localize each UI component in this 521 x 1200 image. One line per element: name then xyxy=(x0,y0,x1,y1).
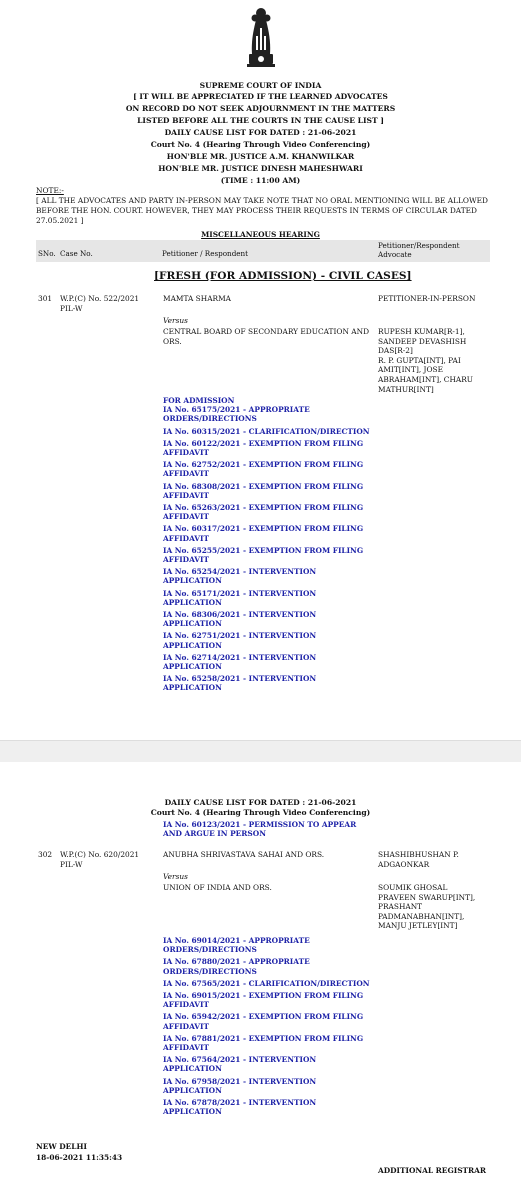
advocate-line: DAS[R-2] xyxy=(378,346,413,356)
ia-list xyxy=(163,936,383,1116)
petitioner-advocate xyxy=(378,850,459,869)
court-name: SUPREME COURT OF INDIA xyxy=(199,81,322,90)
footer-signatory: ADDITIONAL REGISTRAR xyxy=(378,1166,487,1175)
header-case-no: Case No. xyxy=(60,249,93,258)
ia-entry: AFFIDAVIT xyxy=(163,1021,209,1031)
respondent-name-1: CENTRAL BOARD OF SECONDARY EDUCATION AND xyxy=(163,327,370,336)
ia-entry: IA No. 67565/2021 - CLARIFICATION/DIRECTION xyxy=(163,978,370,988)
header-petitioner: Petitioner / Respondent xyxy=(162,249,249,258)
ia-entry: AND ARGUE IN PERSON xyxy=(163,829,266,839)
advocate-line: SHASHIBHUSHAN P. xyxy=(378,850,459,859)
page-break xyxy=(0,740,521,764)
page-2 xyxy=(0,762,521,1200)
case-number: W.P.(C) No. 522/2021 xyxy=(60,294,140,303)
header-advocate-1: Petitioner/Respondent xyxy=(378,241,460,250)
hearing-time: (TIME : 11:00 AM) xyxy=(220,176,301,185)
ia-entry: AFFIDAVIT xyxy=(163,1000,209,1010)
ia-entry: IA No. 65263/2021 - EXEMPTION FROM FILING xyxy=(163,503,364,513)
versus-label: Versus xyxy=(163,316,188,325)
advocate-line: ABRAHAM[INT], CHARU xyxy=(378,374,474,384)
case-type: PIL-W xyxy=(60,860,83,869)
ia-entry: AFFIDAVIT xyxy=(163,448,209,458)
ia-entry: IA No. 67881/2021 - EXEMPTION FROM FILING xyxy=(163,1033,364,1043)
header-sno: SNo. xyxy=(38,249,56,258)
petitioner-advocate: PETITIONER-IN-PERSON xyxy=(378,294,476,303)
case-category: [FRESH (FOR ADMISSION) - CIVIL CASES] xyxy=(154,270,412,282)
footer-datetime: 18-06-2021 11:35:43 xyxy=(36,1153,123,1162)
note-line-3: 27.05.2021 ] xyxy=(36,216,84,225)
versus-label: Versus xyxy=(163,872,188,881)
ia-entry: IA No. 67880/2021 - APPROPRIATE xyxy=(163,957,310,967)
header-advocate-2: Advocate xyxy=(378,250,412,259)
advocate-line: SANDEEP DEVASHISH xyxy=(378,336,467,346)
ia-entry: IA No. 65942/2021 - EXEMPTION FROM FILING xyxy=(163,1012,364,1022)
respondent-advocates xyxy=(378,327,508,394)
respondent-advocates xyxy=(378,883,508,931)
ia-entry: IA No. 60122/2021 - EXEMPTION FROM FILING xyxy=(163,438,364,448)
ia-entry: IA No. 67878/2021 - INTERVENTION xyxy=(163,1098,317,1108)
ia-entry: AFFIDAVIT xyxy=(163,1043,209,1053)
ia-entry: AFFIDAVIT xyxy=(163,490,209,500)
ia-entry: APPLICATION xyxy=(163,640,222,650)
ia-entry: APPLICATION xyxy=(163,662,222,672)
ia-entry: ORDERS/DIRECTIONS xyxy=(163,945,257,955)
ia-entry: IA No. 65171/2021 - INTERVENTION xyxy=(163,588,317,598)
ia-list xyxy=(163,396,383,693)
ia-entry: APPLICATION xyxy=(163,576,222,586)
judge-2: HON'BLE MR. JUSTICE DINESH MAHESHWARI xyxy=(158,164,363,173)
page2-court-number: Court No. 4 (Hearing Through Video Conferencing) xyxy=(150,808,371,817)
section-title: MISCELLANEOUS HEARING xyxy=(201,230,320,239)
advocate-line: PRASHANT xyxy=(378,902,423,912)
advocate-line: AMIT[INT], JOSE xyxy=(378,365,444,375)
ia-entry: IA No. 69014/2021 - APPROPRIATE xyxy=(163,936,310,945)
ia-entry: IA No. 60315/2021 - CLARIFICATION/DIRECTION xyxy=(163,426,370,436)
petitioner-name: ANUBHA SHRIVASTAVA SAHAI AND ORS. xyxy=(163,850,325,859)
ia-entry: IA No. 68306/2021 - INTERVENTION xyxy=(163,610,317,620)
ia-entry: APPLICATION xyxy=(163,1107,222,1117)
ia-entry: ORDERS/DIRECTIONS xyxy=(163,966,257,976)
ia-entry: IA No. 60317/2021 - EXEMPTION FROM FILING xyxy=(163,524,364,534)
national-emblem-icon xyxy=(246,6,276,72)
ia-entry: IA No. 68308/2021 - EXEMPTION FROM FILING xyxy=(163,481,364,491)
advocate-line: MATHUR[INT] xyxy=(378,384,434,394)
ia-entry: APPLICATION xyxy=(163,597,222,607)
ia-entry: IA No. 65175/2021 - APPROPRIATE xyxy=(163,405,310,415)
ia-entry: IA No. 65254/2021 - INTERVENTION xyxy=(163,567,317,577)
judge-1: HON'BLE MR. JUSTICE A.M. KHANWILKAR xyxy=(166,152,355,161)
ia-entry: IA No. 65255/2021 - EXEMPTION FROM FILING xyxy=(163,545,364,555)
case-number: W.P.(C) No. 620/2021 xyxy=(60,850,140,859)
ia-entry: IA No. 62752/2021 - EXEMPTION FROM FILING xyxy=(163,460,364,470)
ia-entry: APPLICATION xyxy=(163,683,222,693)
notice-line-3: LISTED BEFORE ALL THE COURTS IN THE CAUSE LIST ] xyxy=(137,116,384,125)
advocate-line: SOUMIK GHOSAL xyxy=(378,883,448,892)
ia-entry: APPLICATION xyxy=(163,1085,222,1095)
court-number: Court No. 4 (Hearing Through Video Conferencing) xyxy=(150,140,371,149)
note-label: NOTE:- xyxy=(36,186,64,195)
case-type: PIL-W xyxy=(60,304,83,313)
ia-entry: IA No. 67958/2021 - INTERVENTION xyxy=(163,1076,317,1086)
ia-entry: FOR ADMISSION xyxy=(163,396,235,405)
note-line-1: [ ALL THE ADVOCATES AND PARTY IN-PERSON MAY TAKE NOTE THAT NO ORAL MENTIONING WILL BE ALLOWED xyxy=(36,196,488,205)
ia-entry: APPLICATION xyxy=(163,619,222,629)
ia-entry: IA No. 62751/2021 - INTERVENTION xyxy=(163,631,317,641)
ia-entry: AFFIDAVIT xyxy=(163,512,209,522)
ia-entry: IA No. 62714/2021 - INTERVENTION xyxy=(163,652,317,662)
ia-entry: AFFIDAVIT xyxy=(163,555,209,565)
page2-cause-list-date: DAILY CAUSE LIST FOR DATED : 21-06-2021 xyxy=(164,798,357,807)
case-sno: 301 xyxy=(38,294,53,303)
advocate-line: RUPESH KUMAR[R-1], xyxy=(378,327,465,336)
ia-entry: ORDERS/DIRECTIONS xyxy=(163,414,257,424)
carry-ia-list xyxy=(163,820,356,838)
cause-list-date: DAILY CAUSE LIST FOR DATED : 21-06-2021 xyxy=(164,128,357,137)
advocate-line: PADMANABHAN[INT], xyxy=(378,911,465,921)
petitioner-name: MAMTA SHARMA xyxy=(163,294,231,303)
notice-line-2: ON RECORD DO NOT SEEK ADJOURNMENT IN THE MATTERS xyxy=(125,104,396,113)
advocate-line: MANJU JETLEY[INT] xyxy=(378,921,458,931)
table-header xyxy=(36,240,490,262)
respondent-name-2: ORS. xyxy=(163,337,182,346)
respondent-name: UNION OF INDIA AND ORS. xyxy=(163,883,272,892)
footer-place: NEW DELHI xyxy=(36,1142,87,1151)
ia-entry: APPLICATION xyxy=(163,1064,222,1074)
ia-entry: IA No. 65258/2021 - INTERVENTION xyxy=(163,674,317,684)
ia-entry: IA No. 67564/2021 - INTERVENTION xyxy=(163,1055,317,1065)
note-line-2: BEFORE THE HON. COURT. HOWEVER, THEY MAY PROCESS THEIR REQUESTS IN TERMS OF CIRCULAR DATED xyxy=(36,206,477,215)
advocate-line: ADGAONKAR xyxy=(378,859,430,869)
advocate-line: PRAVEEN SWARUP[INT], xyxy=(378,892,476,902)
case-sno: 302 xyxy=(38,850,53,859)
notice-line-1: [ IT WILL BE APPRECIATED IF THE LEARNED ADVOCATES xyxy=(133,92,388,101)
ia-entry: IA No. 60123/2021 - PERMISSION TO APPEAR xyxy=(163,820,357,829)
ia-entry: AFFIDAVIT xyxy=(163,469,209,479)
advocate-line: R. P. GUPTA[INT], PAI xyxy=(378,355,461,365)
ia-entry: IA No. 69015/2021 - EXEMPTION FROM FILING xyxy=(163,991,364,1001)
ia-entry: AFFIDAVIT xyxy=(163,533,209,543)
